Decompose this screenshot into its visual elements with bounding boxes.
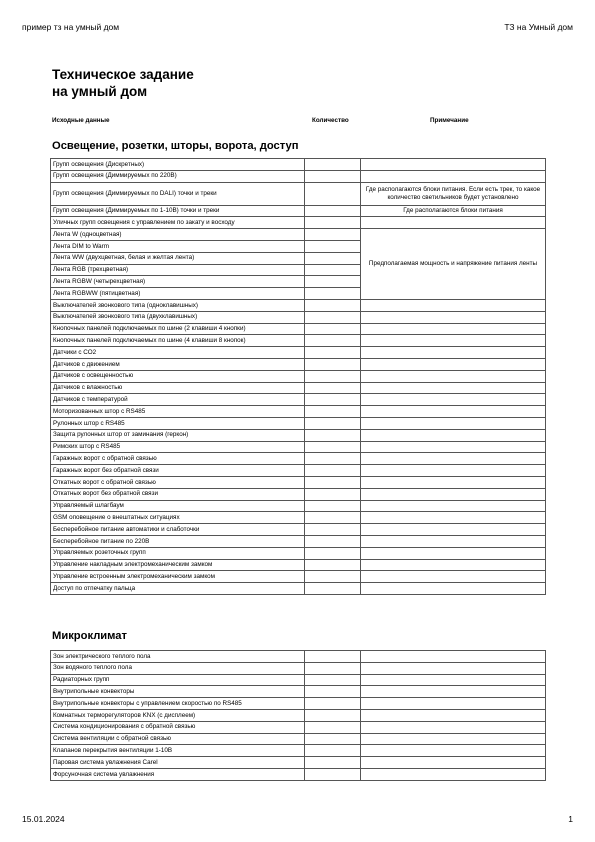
quantity-cell[interactable] (305, 288, 361, 300)
note-cell[interactable] (361, 583, 546, 595)
row-label: Лента RGBWW (пятицветная) (51, 288, 305, 300)
note-cell[interactable] (361, 500, 546, 512)
note-cell[interactable] (361, 311, 546, 323)
row-label: Лента RGBW (четырехцветная) (51, 276, 305, 288)
table-row (51, 311, 546, 323)
note-cell[interactable] (361, 651, 546, 663)
note-cell[interactable] (361, 159, 546, 171)
table-row (51, 512, 546, 524)
table-row (51, 733, 546, 745)
quantity-cell[interactable] (305, 394, 361, 406)
note-cell[interactable] (361, 571, 546, 583)
quantity-cell[interactable] (305, 488, 361, 500)
row-label: Радиаторных групп (51, 674, 305, 686)
row-label: Датчиков с движением (51, 358, 305, 370)
row-label: Откатных ворот с обратной связью (51, 476, 305, 488)
row-label: Система кондиционирования с обратной связью (51, 721, 305, 733)
row-label: Выключателей звонкового типа (одноклавишных) (51, 299, 305, 311)
row-label: Датчиков с влажностью (51, 382, 305, 394)
note-cell[interactable] (361, 488, 546, 500)
quantity-cell[interactable] (305, 559, 361, 571)
quantity-cell[interactable] (305, 583, 361, 595)
table-row (51, 651, 546, 663)
table-row (51, 721, 546, 733)
column-header-source: Исходные данные (52, 117, 110, 124)
note-cell[interactable] (361, 662, 546, 674)
row-label: Датчиков с освещенностью (51, 370, 305, 382)
row-label: Выключателей звонкового типа (двухклавишных) (51, 311, 305, 323)
row-label: GSM оповещение о внештатных ситуациях (51, 512, 305, 524)
table-row (51, 159, 546, 171)
quantity-cell[interactable] (305, 441, 361, 453)
note-cell[interactable] (361, 453, 546, 465)
climate-table (50, 650, 546, 781)
note-cell[interactable] (361, 394, 546, 406)
table-row (51, 500, 546, 512)
table-row (51, 429, 546, 441)
table-row (51, 382, 546, 394)
quantity-cell[interactable] (305, 406, 361, 418)
note-cell[interactable] (361, 674, 546, 686)
quantity-cell[interactable] (305, 323, 361, 335)
quantity-cell[interactable] (305, 429, 361, 441)
note-cell[interactable] (361, 170, 546, 182)
row-label: Римских штор с RS485 (51, 441, 305, 453)
row-label: Паровая система увлажнения Carel (51, 757, 305, 769)
table-row (51, 709, 546, 721)
note-cell[interactable] (361, 358, 546, 370)
note-cell[interactable] (361, 382, 546, 394)
table-row (51, 686, 546, 698)
table-row (51, 583, 546, 595)
note-cell[interactable] (361, 535, 546, 547)
table-row (51, 559, 546, 571)
quantity-cell[interactable] (305, 745, 361, 757)
row-label: Откатных ворот без обратной связи (51, 488, 305, 500)
table-row (51, 229, 546, 241)
row-label: Бесперебойное питание по 220В (51, 535, 305, 547)
note-cell[interactable] (361, 429, 546, 441)
quantity-cell[interactable] (305, 686, 361, 698)
row-label: Зон электрического теплого пола (51, 651, 305, 663)
section-title-climate: Микроклимат (52, 630, 128, 642)
note-cell[interactable] (361, 524, 546, 536)
table-row (51, 299, 546, 311)
note-cell: Предполагаемая мощность и напряжение питания ленты (361, 229, 546, 300)
row-label: Кнопочных панелей подключаемых по шине (2 клавиши 4 кнопки) (51, 323, 305, 335)
note-cell[interactable] (361, 559, 546, 571)
row-label: Система вентиляции с обратной связью (51, 733, 305, 745)
row-label: Зон водяного теплого пола (51, 662, 305, 674)
column-header-note: Примечание (430, 117, 469, 124)
note-cell[interactable] (361, 323, 546, 335)
quantity-cell[interactable] (305, 182, 361, 205)
quantity-cell[interactable] (305, 757, 361, 769)
table-row (51, 465, 546, 477)
table-row (51, 674, 546, 686)
note-cell[interactable] (361, 465, 546, 477)
note-cell[interactable] (361, 745, 546, 757)
quantity-cell[interactable] (305, 453, 361, 465)
table-row (51, 571, 546, 583)
quantity-cell[interactable] (305, 768, 361, 780)
quantity-cell[interactable] (305, 571, 361, 583)
table-row (51, 358, 546, 370)
row-label: Лента DIM to Warm (51, 240, 305, 252)
note-cell[interactable] (361, 768, 546, 780)
note-cell[interactable] (361, 370, 546, 382)
title-line-2: на умный дом (52, 84, 148, 99)
quantity-cell[interactable] (305, 217, 361, 229)
note-cell: Где располагаются блоки питания (361, 205, 546, 217)
row-label: Внутрипольные конвекторы (51, 686, 305, 698)
quantity-cell[interactable] (305, 347, 361, 359)
quantity-cell[interactable] (305, 674, 361, 686)
note-cell[interactable] (361, 721, 546, 733)
row-label: Групп освещения (Дискретных) (51, 159, 305, 171)
note-cell[interactable] (361, 417, 546, 429)
row-label: Доступ по отпечатку пальца (51, 583, 305, 595)
note-cell[interactable] (361, 476, 546, 488)
row-label: Кнопочных панелей подключаемых по шине (4 клавиши 8 кнопок) (51, 335, 305, 347)
note-cell[interactable] (361, 406, 546, 418)
table-row (51, 335, 546, 347)
table-row (51, 323, 546, 335)
table-row (51, 453, 546, 465)
quantity-cell[interactable] (305, 276, 361, 288)
table-row (51, 406, 546, 418)
row-label: Датчики с CO2 (51, 347, 305, 359)
note-cell[interactable] (361, 757, 546, 769)
table-row (51, 441, 546, 453)
note-cell[interactable] (361, 709, 546, 721)
table-row (51, 524, 546, 536)
quantity-cell[interactable] (305, 535, 361, 547)
quantity-cell[interactable] (305, 417, 361, 429)
row-label: Гаражных ворот с обратной связью (51, 453, 305, 465)
quantity-cell[interactable] (305, 240, 361, 252)
row-label: Клапанов перекрытия вентиляции 1-10В (51, 745, 305, 757)
row-label: Форсуночная система увлажнения (51, 768, 305, 780)
note-cell[interactable] (361, 733, 546, 745)
page-number: 1 (568, 814, 573, 824)
quantity-cell[interactable] (305, 547, 361, 559)
table-row (51, 370, 546, 382)
header-doc-name: пример тз на умный дом (22, 22, 120, 32)
quantity-cell[interactable] (305, 299, 361, 311)
table-row (51, 170, 546, 182)
table-row (51, 347, 546, 359)
quantity-cell[interactable] (305, 476, 361, 488)
note-cell[interactable] (361, 547, 546, 559)
row-label: Управление накладным электромеханическим замком (51, 559, 305, 571)
table-row (51, 768, 546, 780)
column-header-quantity: Количество (312, 117, 349, 124)
quantity-cell[interactable] (305, 709, 361, 721)
row-label: Групп освещения (Диммируемых по 220В) (51, 170, 305, 182)
note-cell[interactable] (361, 335, 546, 347)
row-label: Групп освещения (Диммируемых по DALI) точки и треки (51, 182, 305, 205)
row-label: Бесперебойное питание автоматики и слаботочки (51, 524, 305, 536)
row-label: Датчиков с температурой (51, 394, 305, 406)
row-label: Лента W (одноцветная) (51, 229, 305, 241)
row-label: Внутрипольные конвекторы с управлением скоростью по RS485 (51, 698, 305, 710)
quantity-cell[interactable] (305, 698, 361, 710)
row-label: Лента RGB (трехцветная) (51, 264, 305, 276)
note-cell[interactable] (361, 698, 546, 710)
quantity-cell[interactable] (305, 370, 361, 382)
quantity-cell[interactable] (305, 252, 361, 264)
quantity-cell[interactable] (305, 662, 361, 674)
table-row (51, 757, 546, 769)
quantity-cell[interactable] (305, 358, 361, 370)
quantity-cell[interactable] (305, 382, 361, 394)
section-title-lighting: Освещение, розетки, шторы, ворота, доступ (52, 140, 299, 152)
quantity-cell[interactable] (305, 721, 361, 733)
table-row (51, 182, 546, 205)
note-cell[interactable] (361, 217, 546, 229)
table-row (51, 745, 546, 757)
quantity-cell[interactable] (305, 733, 361, 745)
row-label: Управляемых розеточных групп (51, 547, 305, 559)
note-cell: Где располагаются блоки питания. Если есть трек, то какое количество светильников будет установлено (361, 182, 546, 205)
quantity-cell[interactable] (305, 524, 361, 536)
lighting-table (50, 158, 546, 595)
row-label: Управление встроенным электромеханическим замком (51, 571, 305, 583)
note-cell[interactable] (361, 512, 546, 524)
row-label: Гаражных ворот без обратной связи (51, 465, 305, 477)
document-title (52, 66, 194, 100)
note-cell[interactable] (361, 347, 546, 359)
quantity-cell[interactable] (305, 170, 361, 182)
table-row (51, 417, 546, 429)
table-row (51, 547, 546, 559)
quantity-cell[interactable] (305, 335, 361, 347)
quantity-cell[interactable] (305, 229, 361, 241)
table-row (51, 488, 546, 500)
row-label: Групп освещения (Диммируемых по 1-10В) точки и треки (51, 205, 305, 217)
row-label: Лента WW (двухцветная, белая и желтая лента) (51, 252, 305, 264)
table-row (51, 662, 546, 674)
table-row (51, 476, 546, 488)
quantity-cell[interactable] (305, 205, 361, 217)
footer-date: 15.01.2024 (22, 814, 65, 824)
quantity-cell[interactable] (305, 512, 361, 524)
row-label: Управляемый шлагбаум (51, 500, 305, 512)
quantity-cell[interactable] (305, 311, 361, 323)
quantity-cell[interactable] (305, 159, 361, 171)
note-cell[interactable] (361, 441, 546, 453)
row-label: Защита рулонных штор от заминания (геркон) (51, 429, 305, 441)
header-doc-title: ТЗ на Умный дом (504, 22, 573, 32)
quantity-cell[interactable] (305, 651, 361, 663)
note-cell[interactable] (361, 686, 546, 698)
row-label: Комнатных терморегуляторов KNX (с дисплеем) (51, 709, 305, 721)
table-row (51, 217, 546, 229)
quantity-cell[interactable] (305, 264, 361, 276)
quantity-cell[interactable] (305, 500, 361, 512)
row-label: Уличных групп освещения с управлением по закату и восходу (51, 217, 305, 229)
title-line-1: Техническое задание (52, 67, 194, 82)
note-cell[interactable] (361, 299, 546, 311)
quantity-cell[interactable] (305, 465, 361, 477)
row-label: Моторизованных штор с RS485 (51, 406, 305, 418)
row-label: Рулонных штор с RS485 (51, 417, 305, 429)
table-row (51, 394, 546, 406)
table-row (51, 698, 546, 710)
table-row (51, 535, 546, 547)
table-row (51, 205, 546, 217)
